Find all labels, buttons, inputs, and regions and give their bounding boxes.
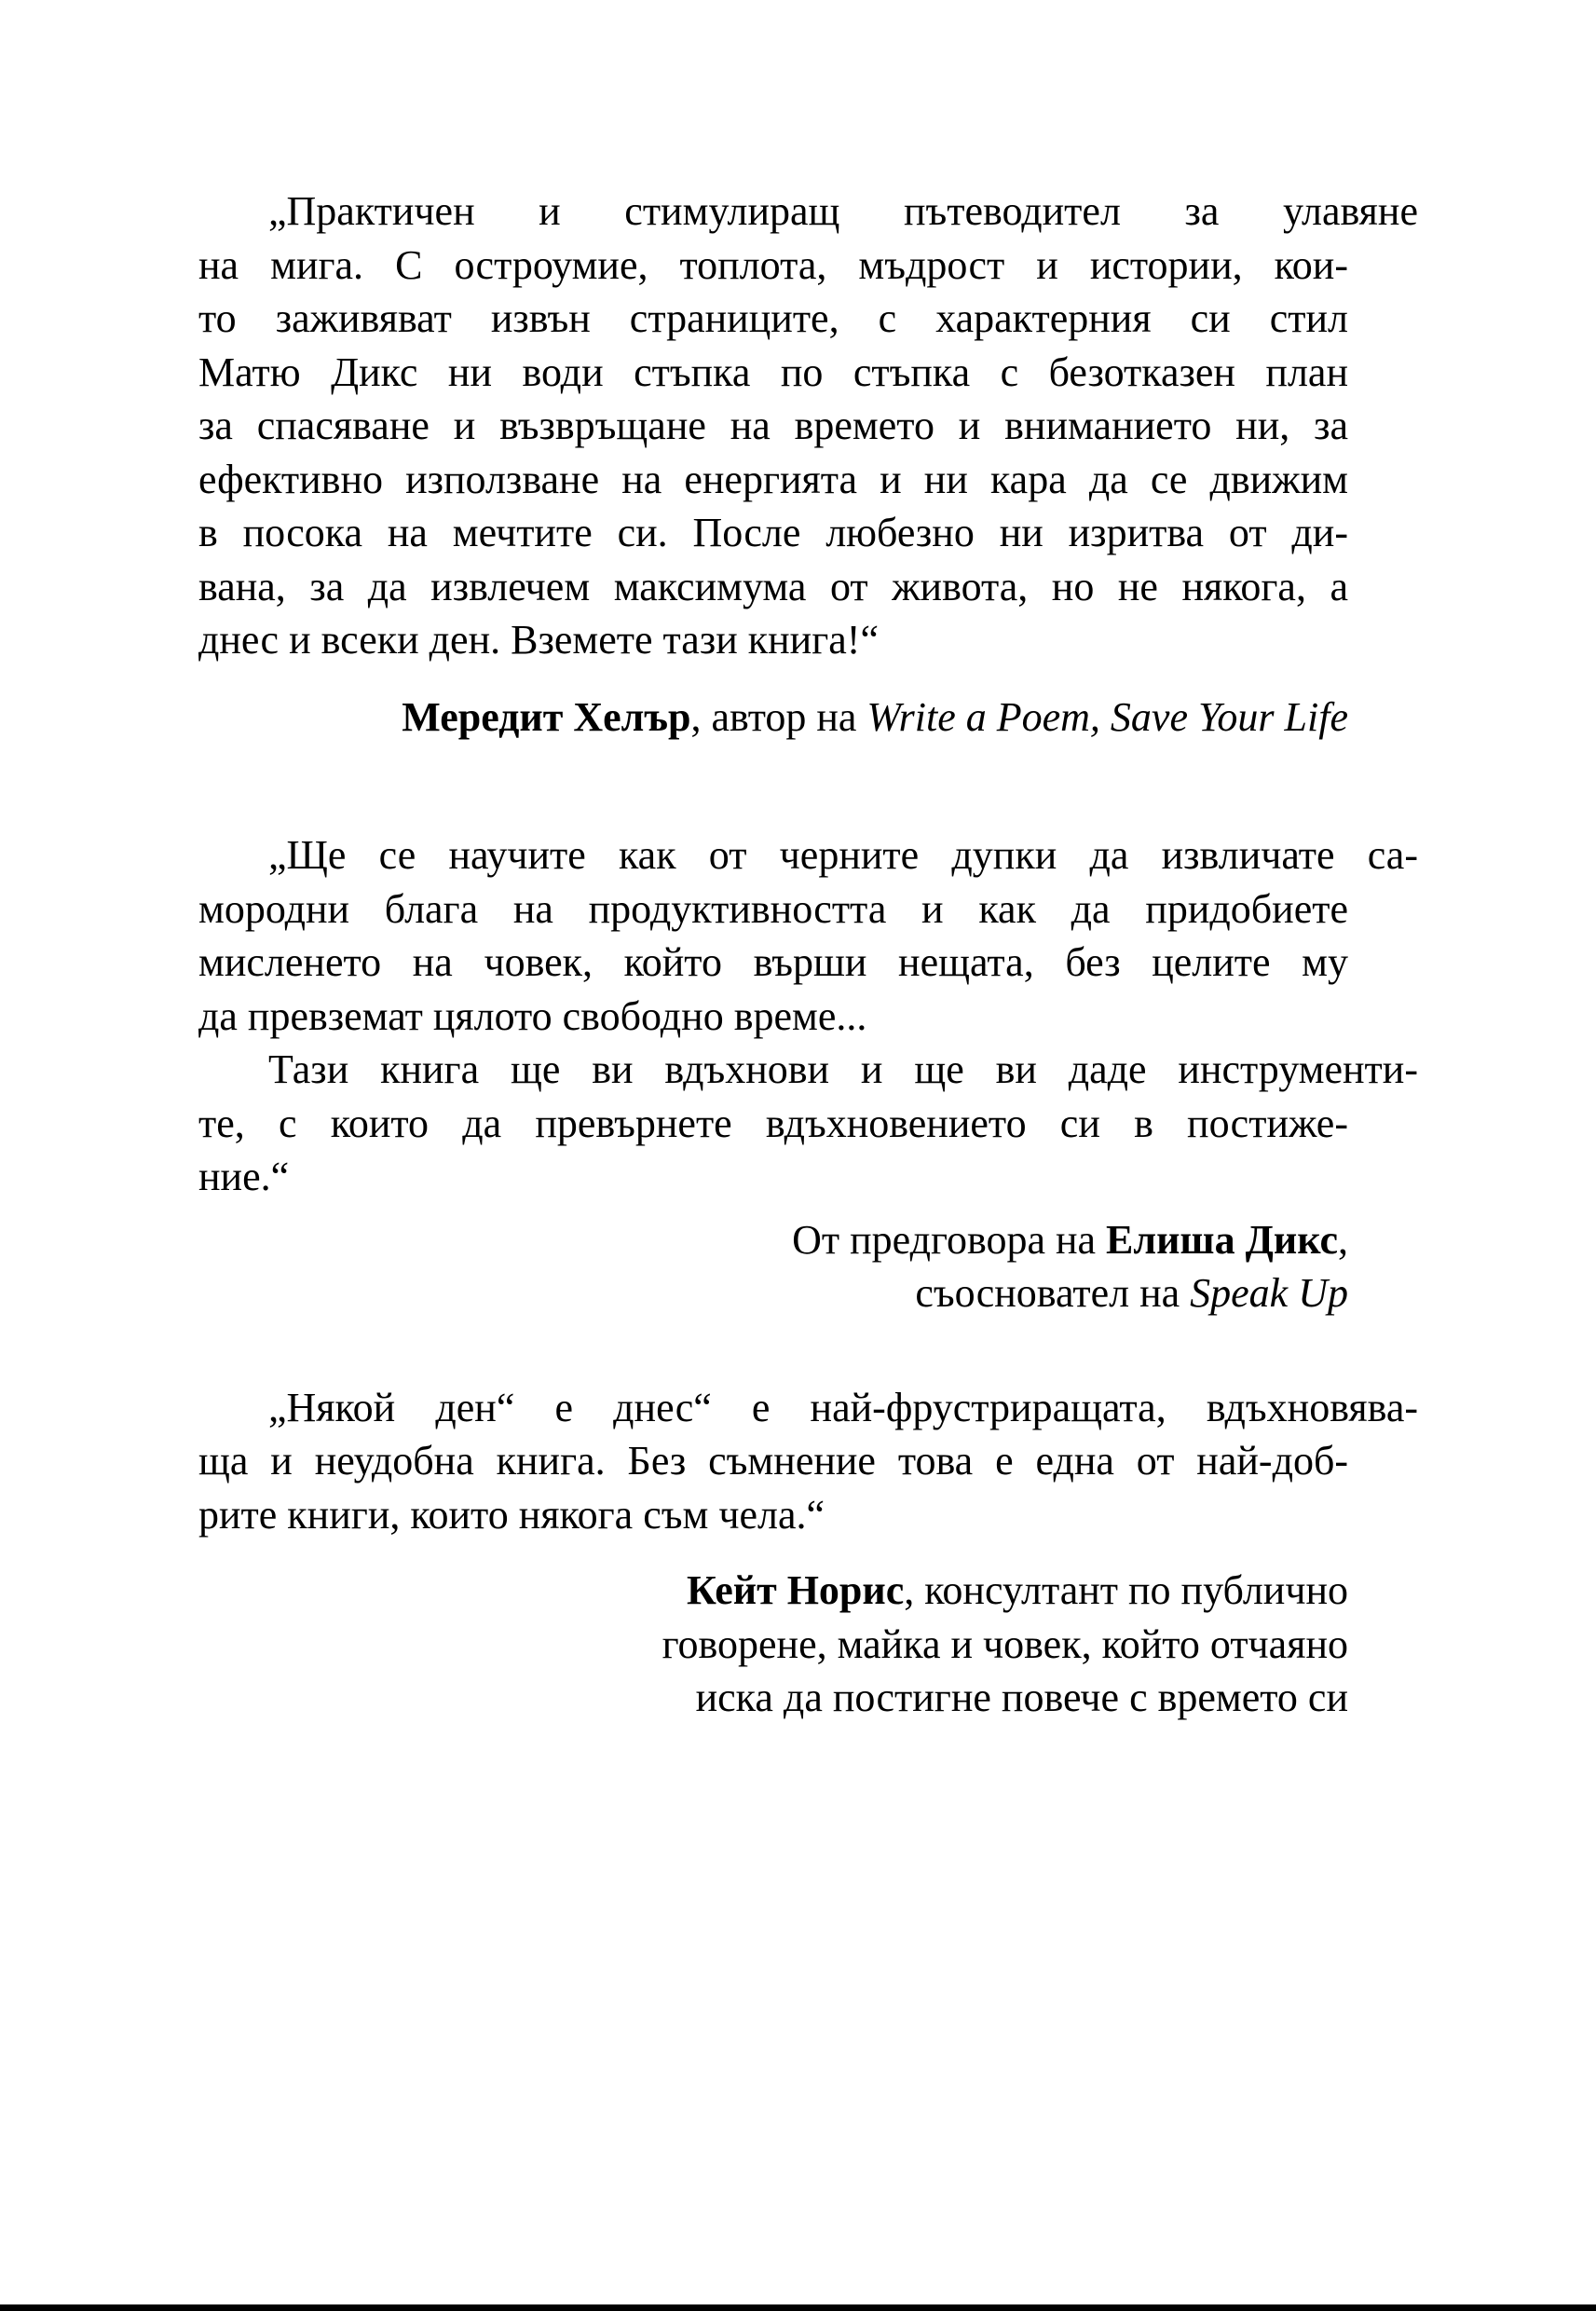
text-line: ща и неудобна книга. Без съмнение това е една от най-доб- <box>198 1438 1348 1484</box>
attribution-line <box>198 1564 1348 1618</box>
text-line: „Практичен и стимулиращ пътеводител за улавяне <box>268 188 1418 234</box>
organization-name: Speak Up <box>1190 1270 1348 1316</box>
endorsement-quote-3 <box>198 1381 1418 1542</box>
text-line: то заживяват извън страниците, с характерния си стил <box>198 295 1348 341</box>
book-title: Write a Poem, Save Your Life <box>866 693 1348 740</box>
endorser-role: , автор на <box>690 693 867 740</box>
endorser-name: Мередит Хелър <box>402 693 691 740</box>
text-line: в посока на мечтите си. После любезно ни изритва от ди- <box>198 510 1348 555</box>
endorsement-attribution-2 <box>198 1213 1348 1320</box>
text-line: ние.“ <box>198 1154 290 1199</box>
endorsement-quote-2 <box>198 828 1418 1043</box>
attribution-line <box>198 1671 1348 1725</box>
endorsement-attribution-1 <box>198 691 1348 745</box>
text-line: днес и всеки ден. Вземете тази книга!“ <box>198 617 879 663</box>
text-line: вана, за да извлечем максимума от живота, но не някога, а <box>198 563 1348 609</box>
text-line: „Ще се научите как от черните дупки да извличате са- <box>268 832 1418 878</box>
endorser-role: говорене, майка и човек, който отчаяно <box>662 1620 1348 1667</box>
text-line: Матю Дикс ни води стъпка по стъпка с безотказен план <box>198 349 1348 395</box>
text-column <box>198 185 1418 1725</box>
page-bottom-bar <box>0 2304 1596 2311</box>
attribution-line <box>198 691 1348 745</box>
text-line: мородни блага на продуктивността и как да придобиете <box>198 885 1348 932</box>
endorser-name: Елиша Дикс <box>1106 1216 1338 1263</box>
text-line: рите книги, които някога съм чела.“ <box>198 1491 825 1538</box>
endorser-role: , консултант по публично <box>904 1567 1348 1613</box>
attribution-line <box>198 1213 1348 1267</box>
text-line: на мига. С остроумие, топлота, мъдрост и истории, кои- <box>198 241 1348 288</box>
attribution-line <box>198 1618 1348 1672</box>
endorsement-quote-1 <box>198 185 1418 667</box>
text-line: да превземат цялото свободно време... <box>198 992 867 1039</box>
endorsement-quote-2-continued <box>198 1043 1418 1204</box>
endorser-name: Кейт Норис <box>686 1567 905 1613</box>
endorser-role: съосновател на <box>915 1270 1191 1316</box>
text-line: мисленето на човек, който върши нещата, без целите му <box>198 939 1348 985</box>
endorser-role: иска да постигне повече с времето си <box>695 1675 1348 1720</box>
punctuation: , <box>1338 1216 1348 1263</box>
text-line: Тази книга ще ви вдъхнови и ще ви даде инструменти- <box>268 1046 1418 1092</box>
text-line: ефективно използване на енергията и ни кара да се движим <box>198 456 1348 502</box>
endorsement-attribution-3 <box>198 1564 1348 1725</box>
text-line: „Някой ден“ е днес“ е най-фрустриращата, вдъхновява- <box>268 1384 1418 1430</box>
attribution-lead: От предговора на <box>792 1216 1107 1263</box>
text-line: за спасяване и възвръщане на времето и вниманието ни, за <box>198 403 1348 448</box>
attribution-line <box>198 1266 1348 1320</box>
text-line: те, с които да превърнете вдъхновението си в постиже- <box>198 1100 1348 1146</box>
